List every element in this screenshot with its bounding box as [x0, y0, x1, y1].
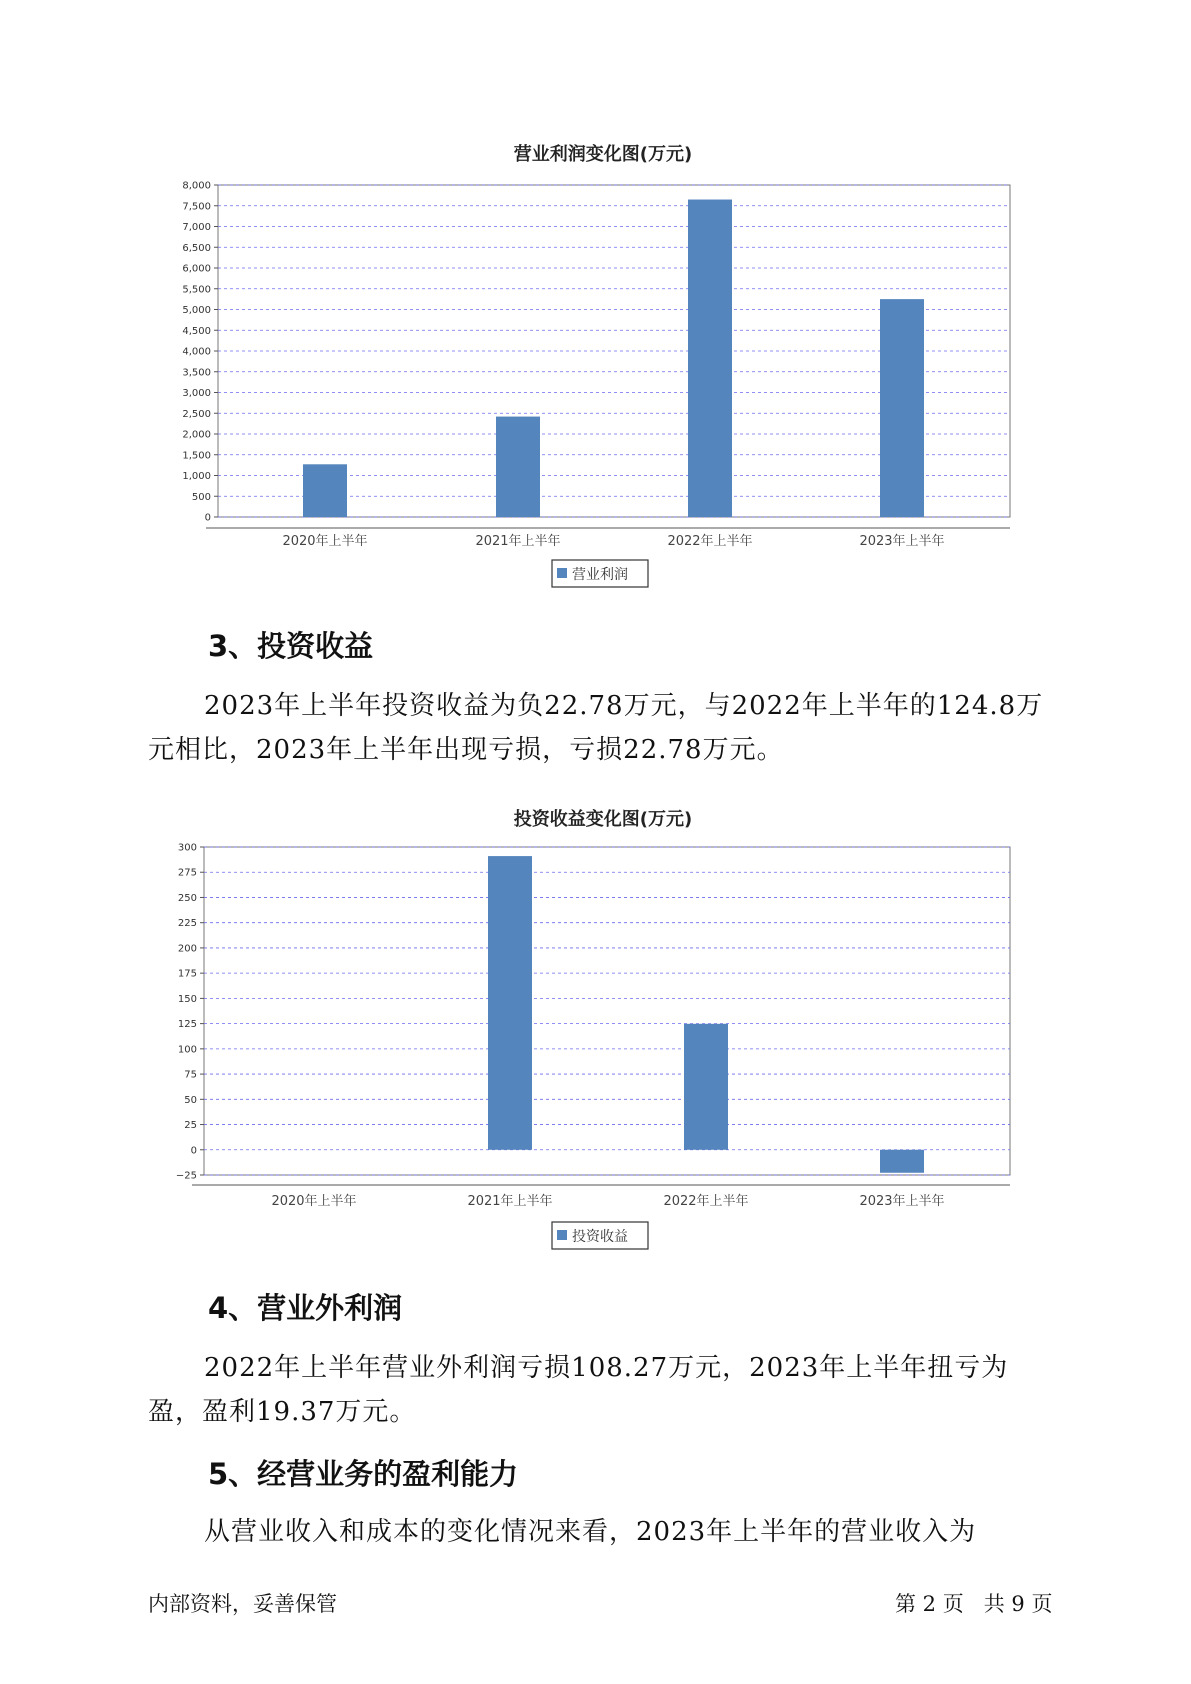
y-tick-label: 7,500 — [182, 201, 211, 213]
y-tick-label: 4,500 — [182, 325, 211, 337]
section-heading: 3、投资收益 — [208, 629, 374, 663]
investment-income-chart — [0, 795, 1191, 1255]
bar — [496, 417, 540, 517]
y-tick-label: 6,000 — [182, 263, 211, 275]
bar — [303, 464, 347, 517]
y-tick-label: 50 — [184, 1094, 197, 1106]
y-tick-label: 25 — [184, 1120, 197, 1132]
section-paragraph: 2023年上半年投资收益为负22.78万元，与2022年上半年的124.8万元相比，2023年上半年出现亏损，亏损22.78万元。 — [148, 691, 1044, 765]
y-tick-label: 300 — [177, 842, 197, 854]
chart-legend — [552, 1222, 648, 1249]
chart-title: 营业利润变化图(万元) — [513, 144, 693, 165]
section-heading: 4、营业外利润 — [208, 1291, 403, 1325]
section-paragraph: 2022年上半年营业外利润亏损108.27万元，2023年上半年扭亏为盈，盈利19.37万元。 — [148, 1353, 1009, 1427]
y-tick-label: 200 — [177, 943, 197, 955]
bar — [880, 1150, 924, 1173]
y-tick-label: 1,500 — [182, 450, 211, 462]
bar — [488, 856, 532, 1150]
x-tick-label: 2020年上半年 — [282, 534, 368, 549]
y-tick-label: 4,000 — [182, 346, 211, 358]
bar — [684, 1024, 728, 1150]
x-tick-label: 2021年上半年 — [475, 534, 561, 549]
y-tick-label: 125 — [177, 1019, 197, 1031]
page-number: 第 2 页 共 9 页 — [895, 1592, 1053, 1616]
x-tick-label: 2023年上半年 — [859, 1194, 945, 1209]
y-tick-label: 6,500 — [182, 242, 211, 254]
y-tick-label: 7,000 — [182, 222, 211, 233]
chart-title: 投资收益变化图(万元) — [513, 809, 693, 830]
y-tick-label: 275 — [177, 867, 197, 879]
y-tick-label: 150 — [177, 993, 197, 1005]
y-tick-label: 8,000 — [182, 180, 211, 192]
footer-note: 内部资料，妥善保管 — [148, 1592, 337, 1616]
legend-label: 营业利润 — [572, 567, 628, 583]
plot-area — [204, 847, 1010, 1175]
y-tick-label: 5,500 — [182, 284, 211, 296]
y-tick-label: 0 — [204, 512, 211, 524]
operating-profit-chart — [0, 130, 1191, 590]
y-tick-label: 225 — [177, 918, 197, 930]
y-tick-label: 2,000 — [182, 429, 211, 441]
section-heading: 5、经营业务的盈利能力 — [208, 1457, 519, 1491]
bar — [688, 200, 732, 517]
x-tick-label: 2023年上半年 — [859, 534, 945, 549]
y-tick-label: 175 — [177, 968, 197, 980]
legend-swatch — [557, 1230, 567, 1240]
x-tick-label: 2022年上半年 — [667, 534, 753, 549]
legend-swatch — [557, 568, 567, 578]
y-tick-label: 500 — [191, 491, 211, 503]
y-tick-label: 2,500 — [182, 408, 211, 420]
bar — [880, 299, 924, 517]
investment-income-chart-svg — [0, 795, 1191, 1255]
y-tick-label: 5,000 — [182, 305, 211, 316]
y-tick-label: 1,000 — [182, 471, 211, 482]
chart-legend — [552, 560, 648, 587]
section-paragraph: 从营业收入和成本的变化情况来看，2023年上半年的营业收入为 — [204, 1517, 977, 1547]
x-tick-label: 2021年上半年 — [467, 1194, 553, 1209]
x-tick-label: 2020年上半年 — [271, 1194, 357, 1209]
y-tick-label: 75 — [184, 1069, 197, 1081]
y-tick-label: 3,000 — [182, 388, 211, 399]
y-tick-label: 250 — [177, 892, 197, 904]
y-tick-label: 100 — [177, 1044, 197, 1056]
y-tick-label: 0 — [190, 1145, 197, 1157]
y-tick-label: −25 — [175, 1170, 197, 1182]
operating-profit-chart-svg — [0, 130, 1191, 590]
x-tick-label: 2022年上半年 — [663, 1194, 749, 1209]
y-tick-label: 3,500 — [182, 367, 211, 379]
legend-label: 投资收益 — [572, 1229, 628, 1245]
